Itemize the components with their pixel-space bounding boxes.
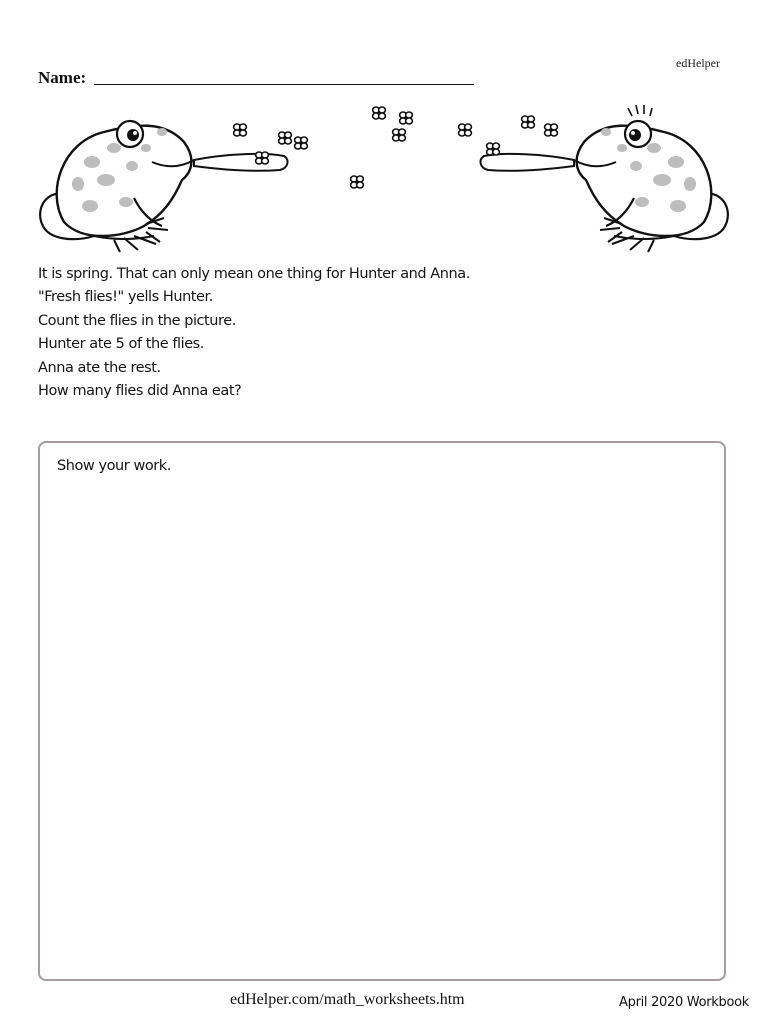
story-line: It is spring. That can only mean one thing for Hunter and Anna. xyxy=(38,266,470,282)
work-area[interactable] xyxy=(38,441,726,981)
story-line: Hunter ate 5 of the flies. xyxy=(38,336,204,353)
name-label: Name: xyxy=(38,68,87,87)
name-input-line[interactable] xyxy=(94,84,474,85)
footer-url: edHelper.com/math_worksheets.htm xyxy=(230,991,465,1008)
frog-icon xyxy=(40,121,287,252)
story-line: Count the flies in the picture. xyxy=(38,312,236,329)
footer-edition: April 2020 Workbook xyxy=(619,995,749,1010)
brand-label: edHelper xyxy=(676,56,720,70)
story-line: Anna ate the rest. xyxy=(38,359,161,376)
tongue xyxy=(194,154,287,171)
work-area-label: Show your work. xyxy=(57,458,171,474)
name-row xyxy=(38,68,474,90)
frog-icon xyxy=(481,105,728,252)
story-line: "Fresh flies!" yells Hunter. xyxy=(38,289,213,306)
fly-icon xyxy=(234,107,558,188)
frogs-illustration xyxy=(34,98,734,256)
question: How many flies did Anna eat? xyxy=(38,383,242,400)
story-text xyxy=(38,263,728,403)
